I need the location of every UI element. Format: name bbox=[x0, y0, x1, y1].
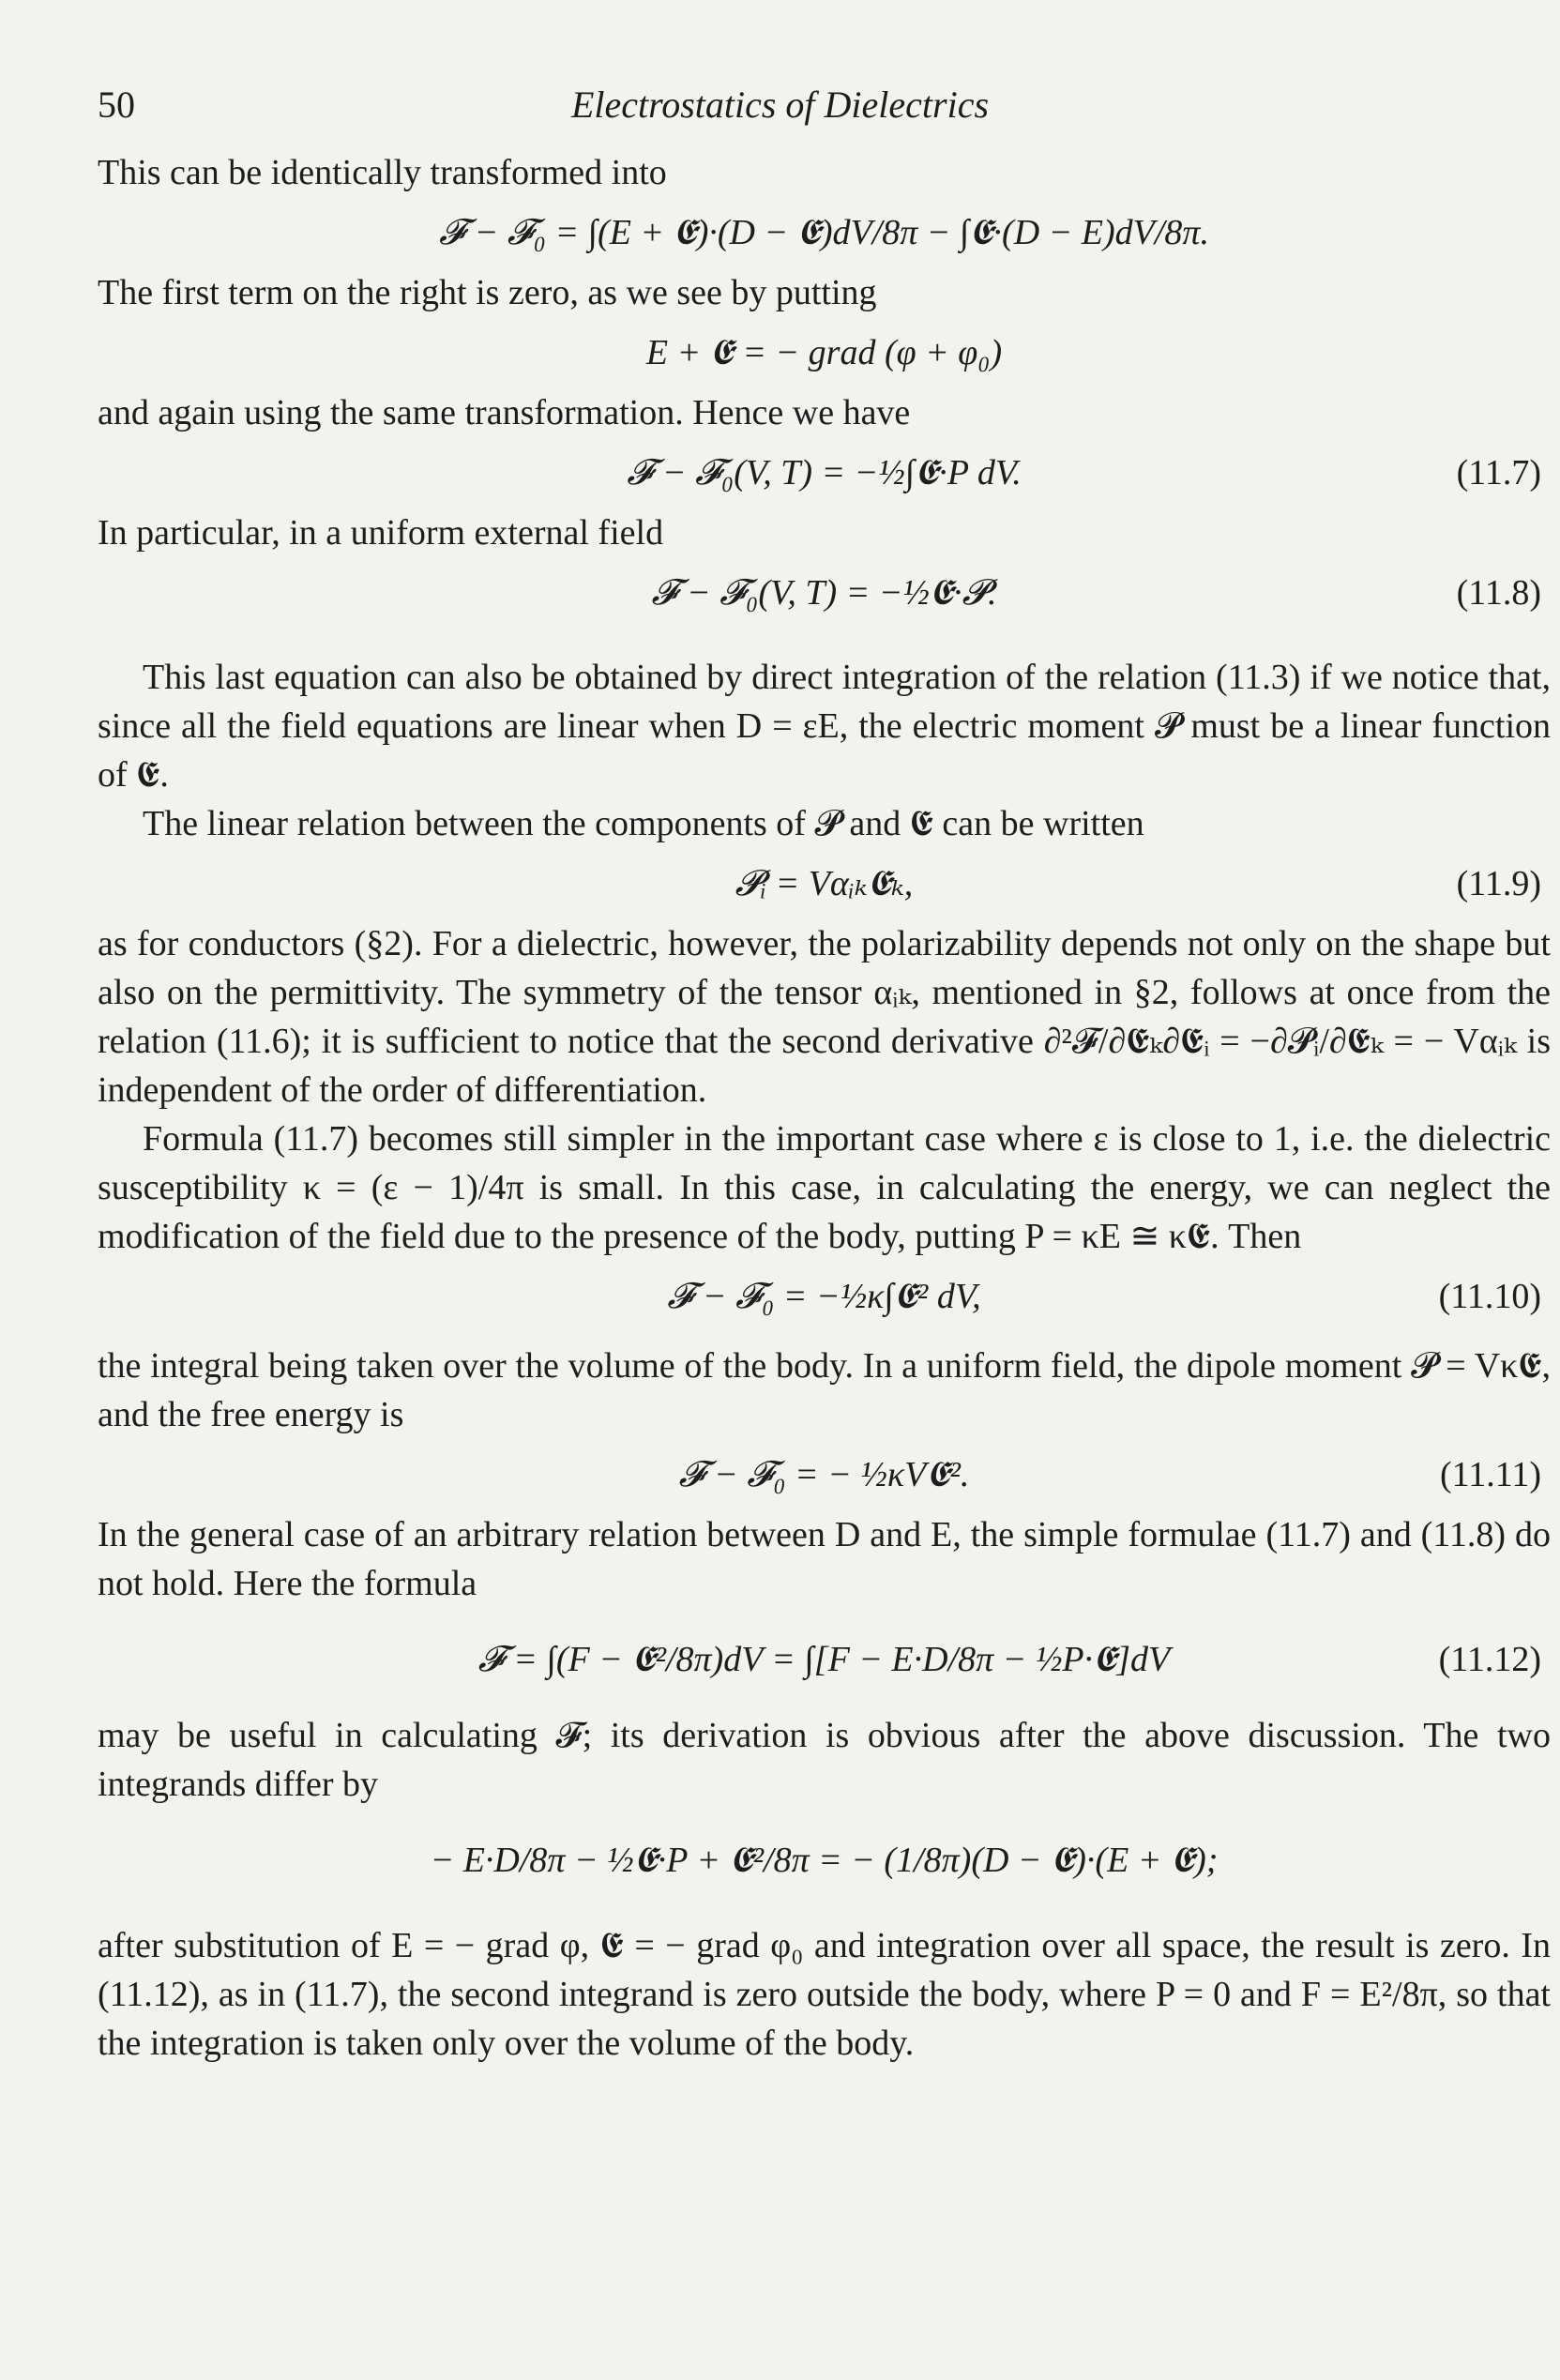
equation-number: (11.12) bbox=[1438, 1640, 1541, 1679]
page-body bbox=[98, 148, 1551, 2068]
paragraph: may be useful in calculating 𝓕; its derivation is obvious after the above discussion. The two integrands differ by bbox=[98, 1716, 1551, 1804]
paragraph: Formula (11.7) becomes still simpler in the important case where ε is close to 1, i.e. the dielectric susceptibility κ = (ε − 1)/4π is small. In this case, in calculating the energy, we can neglect the modification of the field due to the presence of the body, putting P = κE ≅ κ𝕰. Then bbox=[98, 1119, 1551, 1256]
equation-text: 𝓟ᵢ = Vαᵢₖ𝕰ₖ, bbox=[735, 864, 914, 903]
equation-text: − E·D/8π − ½𝕰·P + 𝕰²/8π = − (1/8π)(D − 𝕰)·(E + 𝕰); bbox=[430, 1841, 1219, 1880]
paragraph: after substitution of E = − grad φ, 𝕰 = − grad φ₀ and integration over all space, the result is zero. In (11.12), as in (11.7), the second integrand is zero outside the body, where P = 0 and F = E²/8π, so that the integration is taken only over the volume of the body. bbox=[98, 1926, 1551, 2063]
equation bbox=[98, 437, 1551, 508]
equation-text: E + 𝕰 = − grad (φ + φ₀) bbox=[645, 333, 1003, 372]
equation-number: (11.9) bbox=[1456, 864, 1541, 903]
paragraph: This last equation can also be obtained by direct integration of the relation (11.3) if we notice that, since all the field equations are linear when D = εE, the electric moment 𝓟 must be a linear function of 𝕰. bbox=[98, 658, 1551, 795]
paragraph: This can be identically transformed into bbox=[98, 153, 667, 192]
equation-text: 𝓕 − 𝓕₀(V, T) = −½𝕰·𝓟. bbox=[651, 573, 997, 613]
equation bbox=[98, 1809, 1551, 1912]
equation bbox=[98, 557, 1551, 629]
paragraph: In particular, in a uniform external field bbox=[98, 513, 664, 553]
equation-text: 𝓕 − 𝓕₀(V, T) = −½∫𝕰·P dV. bbox=[627, 453, 1022, 493]
paragraph: In the general case of an arbitrary relation between D and E, the simple formulae (11.7) and (11.8) do not hold. Here the formula bbox=[98, 1515, 1551, 1603]
equation-number: (11.7) bbox=[1456, 453, 1541, 493]
equation-text: 𝓕 − 𝓕₀ = − ½κV𝕰². bbox=[678, 1455, 970, 1494]
paragraph: and again using the same transformation. Hence we have bbox=[98, 393, 911, 432]
paragraph: as for conductors (§2). For a dielectric, however, the polarizability depends not only on the shape but also on the permittivity. The symmetry of the tensor αᵢₖ, mentioned in §2, follows at once from the relation (11.6); it is sufficient to notice that the second derivative ∂²𝓕/∂𝕰ₖ∂𝕰ᵢ = −∂𝓟ᵢ/∂𝕰ₖ = − Vαᵢₖ is independent of the order of differentiation. bbox=[98, 924, 1551, 1110]
equation bbox=[98, 317, 1551, 388]
equation-text: 𝓕 − 𝓕₀ = ∫(E + 𝕰)·(D − 𝕰)dV/8π − ∫𝕰·(D − E)dV/8π. bbox=[439, 213, 1209, 252]
paragraph: the integral being taken over the volume of the body. In a uniform field, the dipole moment 𝓟 = Vκ𝕰, and the free energy is bbox=[98, 1346, 1551, 1434]
running-title: Electrostatics of Dielectrics bbox=[570, 83, 990, 126]
equation bbox=[98, 848, 1551, 919]
equation bbox=[98, 1261, 1551, 1332]
paragraph: The first term on the right is zero, as we see by putting bbox=[98, 273, 877, 312]
page-number: 50 bbox=[98, 83, 135, 126]
equation bbox=[98, 197, 1551, 268]
page-header bbox=[98, 83, 1462, 131]
equation bbox=[98, 1439, 1551, 1510]
equation-number: (11.10) bbox=[1438, 1277, 1541, 1316]
equation-number: (11.11) bbox=[1440, 1455, 1541, 1494]
equation-number: (11.8) bbox=[1456, 573, 1541, 613]
paragraph: The linear relation between the components of 𝓟 and 𝕰 can be written bbox=[143, 804, 1144, 843]
equation bbox=[98, 1608, 1551, 1711]
equation-text: 𝓕 = ∫(F − 𝕰²/8π)dV = ∫[F − E·D/8π − ½P·𝕰]dV bbox=[477, 1640, 1171, 1679]
equation-text: 𝓕 − 𝓕₀ = −½κ∫𝕰² dV, bbox=[667, 1277, 981, 1316]
